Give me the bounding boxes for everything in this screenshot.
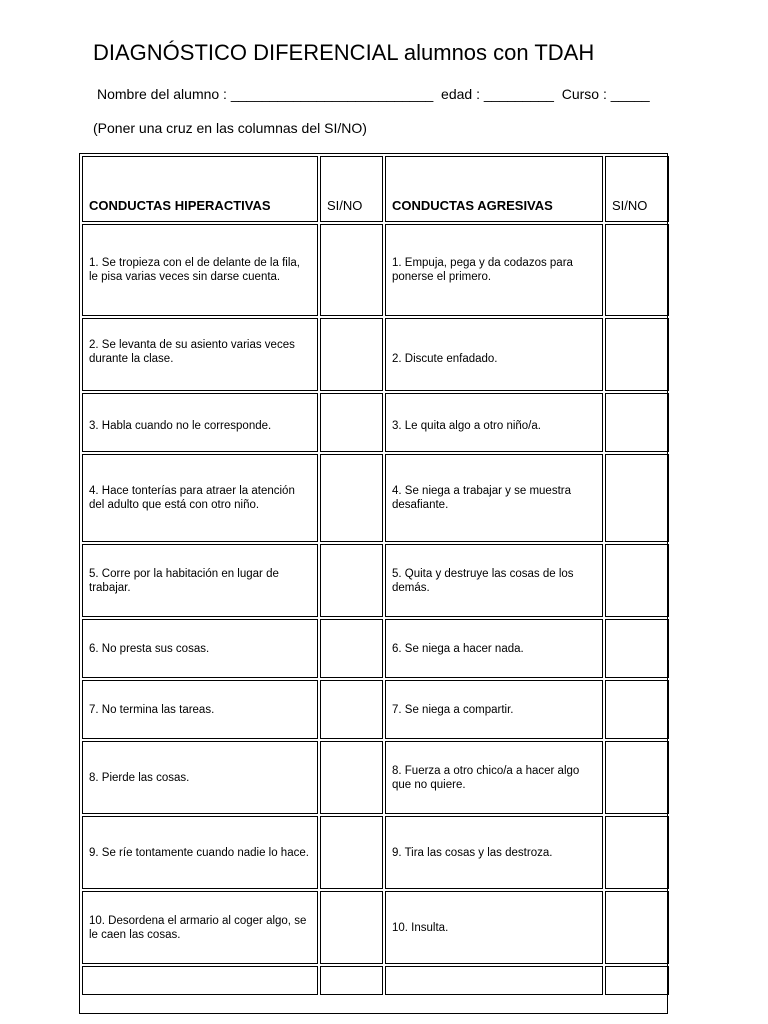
- sino-agresiva-cell[interactable]: [605, 816, 669, 889]
- table-row: [82, 454, 669, 542]
- hiperactiva-item: 2. Se levanta de su asiento varias veces durante la clase.: [82, 318, 318, 391]
- sino-agresiva-cell[interactable]: [605, 966, 669, 995]
- agresiva-item: 10. Insulta.: [385, 891, 603, 964]
- sino-agresiva-cell[interactable]: [605, 741, 669, 814]
- hiperactiva-item: 4. Hace tonterías para atraer la atención del adulto que está con otro niño.: [82, 454, 318, 542]
- agresiva-item: 3. Le quita algo a otro niño/a.: [385, 393, 603, 452]
- table-row: [82, 816, 669, 889]
- student-fields-line: Nombre del alumno : __________________________ edad : _________ Curso : _____: [97, 86, 650, 102]
- sino-hiperactiva-cell[interactable]: [320, 544, 383, 617]
- table-row: [82, 619, 669, 678]
- table-row: [82, 224, 669, 316]
- sino-agresiva-cell[interactable]: [605, 680, 669, 739]
- hiperactiva-item: 6. No presta sus cosas.: [82, 619, 318, 678]
- agresiva-item: 1. Empuja, pega y da codazos para ponerse el primero.: [385, 224, 603, 316]
- table-row: [82, 393, 669, 452]
- sino-agresiva-cell[interactable]: [605, 891, 669, 964]
- table-row: [82, 966, 669, 995]
- agresiva-item: 5. Quita y destruye las cosas de los demás.: [385, 544, 603, 617]
- sino-hiperactiva-cell[interactable]: [320, 393, 383, 452]
- agresiva-item: 2. Discute enfadado.: [385, 318, 603, 391]
- sino-agresiva-cell[interactable]: [605, 454, 669, 542]
- hiperactiva-item: 1. Se tropieza con el de delante de la fila, le pisa varias veces sin darse cuenta.: [82, 224, 318, 316]
- hiperactiva-item: 10. Desordena el armario al coger algo, se le caen las cosas.: [82, 891, 318, 964]
- agresiva-item: 8. Fuerza a otro chico/a a hacer algo que no quiere.: [385, 741, 603, 814]
- table-row: [82, 318, 669, 391]
- sino-agresiva-cell[interactable]: [605, 224, 669, 316]
- sino-hiperactiva-cell[interactable]: [320, 318, 383, 391]
- sino-hiperactiva-cell[interactable]: [320, 619, 383, 678]
- table-row: [82, 891, 669, 964]
- table-row: [82, 741, 669, 814]
- agresiva-item: 4. Se niega a trabajar y se muestra desafiante.: [385, 454, 603, 542]
- sino-hiperactiva-cell[interactable]: [320, 224, 383, 316]
- sino-agresiva-cell[interactable]: [605, 393, 669, 452]
- sino-hiperactiva-cell[interactable]: [320, 741, 383, 814]
- agresiva-item: 7. Se niega a compartir.: [385, 680, 603, 739]
- header-sino-agresivas: SI/NO: [605, 156, 669, 222]
- header-hiperactivas: CONDUCTAS HIPERACTIVAS: [82, 156, 318, 222]
- document-title: DIAGNÓSTICO DIFERENCIAL alumnos con TDAH: [93, 40, 595, 65]
- sino-hiperactiva-cell[interactable]: [320, 816, 383, 889]
- header-agresivas: CONDUCTAS AGRESIVAS: [385, 156, 603, 222]
- instructions-text: (Poner una cruz en las columnas del SI/NO): [93, 120, 367, 136]
- agresiva-item: 6. Se niega a hacer nada.: [385, 619, 603, 678]
- behavior-table: [80, 154, 671, 997]
- sino-agresiva-cell[interactable]: [605, 544, 669, 617]
- table-header-row: [82, 156, 669, 222]
- sino-hiperactiva-cell[interactable]: [320, 454, 383, 542]
- agresiva-item: [385, 966, 603, 995]
- sino-hiperactiva-cell[interactable]: [320, 966, 383, 995]
- hiperactiva-item: 9. Se ríe tontamente cuando nadie lo hace.: [82, 816, 318, 889]
- hiperactiva-item: 5. Corre por la habitación en lugar de trabajar.: [82, 544, 318, 617]
- agresiva-item: 9. Tira las cosas y las destroza.: [385, 816, 603, 889]
- sino-agresiva-cell[interactable]: [605, 619, 669, 678]
- table-row: [82, 544, 669, 617]
- sino-hiperactiva-cell[interactable]: [320, 680, 383, 739]
- hiperactiva-item: 7. No termina las tareas.: [82, 680, 318, 739]
- header-sino-hiperactivas: SI/NO: [320, 156, 383, 222]
- hiperactiva-item: 8. Pierde las cosas.: [82, 741, 318, 814]
- sino-hiperactiva-cell[interactable]: [320, 891, 383, 964]
- hiperactiva-item: 3. Habla cuando no le corresponde.: [82, 393, 318, 452]
- table-row: [82, 680, 669, 739]
- sino-agresiva-cell[interactable]: [605, 318, 669, 391]
- hiperactiva-item: [82, 966, 318, 995]
